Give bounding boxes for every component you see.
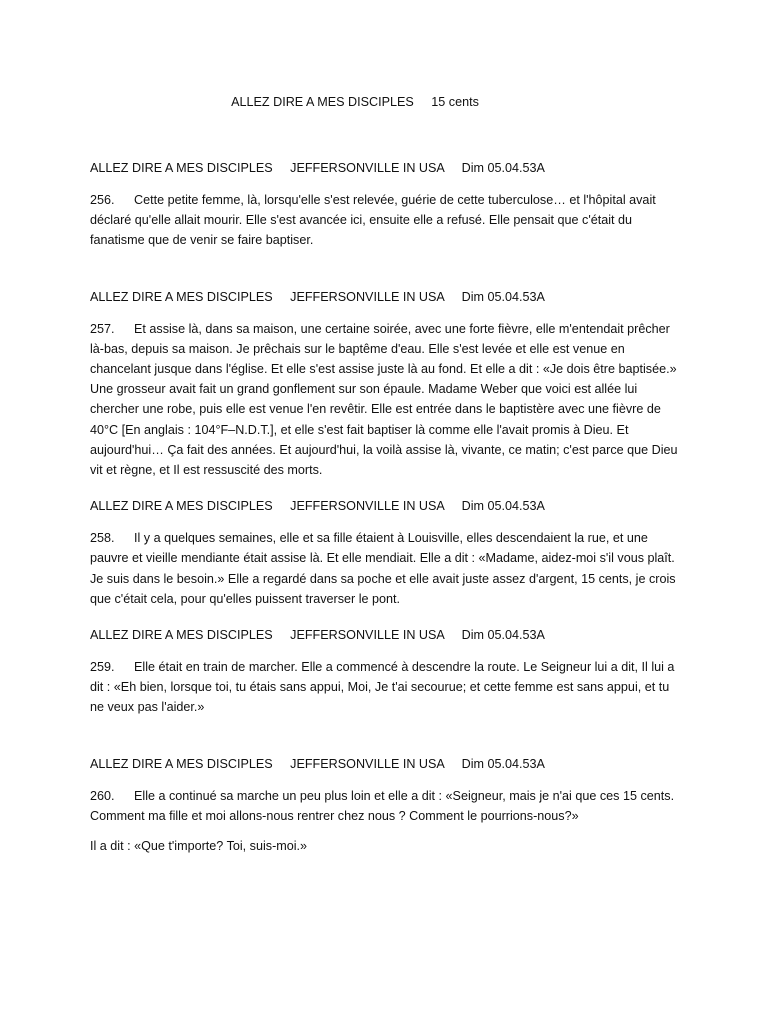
- paragraph-number: 257.: [90, 321, 115, 336]
- paragraph-text: Il y a quelques semaines, elle et sa fille étaient à Louisville, elles descendaient la rue, et une pauvre et vieille mendiante était assise là. Et elle mendiait. Elle a dit : «Madame, aidez-moi s'il vous plaît. Je suis dans le besoin.» Elle a regardé dans sa poche et elle avait juste assez d'argent, 15 cents, je crois que c'était cela, pour qu'elles puissent traverser le pont.: [90, 531, 676, 606]
- document-title: ALLEZ DIRE A MES DISCIPLES 15 cents: [231, 95, 479, 109]
- section-259: [90, 627, 680, 718]
- document-body: [90, 160, 680, 856]
- paragraph-continuation: Il a dit : «Que t'importe? Toi, suis-moi.»: [90, 839, 308, 854]
- paragraph-number: 260.: [90, 788, 115, 803]
- section-header: ALLEZ DIRE A MES DISCIPLES JEFFERSONVILLE IN USA Dim 05.04.53A: [90, 756, 545, 771]
- section-header: ALLEZ DIRE A MES DISCIPLES JEFFERSONVILLE IN USA Dim 05.04.53A: [90, 161, 545, 175]
- paragraph: [90, 190, 680, 251]
- paragraph-text: Et assise là, dans sa maison, une certaine soirée, avec une forte fièvre, elle m'entendait prêcher là-bas, depuis sa maison. Je prêchais sur le baptême d'eau. Elle s'est levée et elle est venue en chancelant jusque dans l'église. Et elle s'est assise juste là au fond. Et elle a dit : «Je dois être baptisée.» Une grosseur avait fait un grand gonflement sur son épaule. Madame Weber que voici est allée lui chercher une robe, puis elle est venue l'en revêtir. Elle est entrée dans le baptistère avec une fièvre de 40°C [En anglais : 104°F–N.D.T.], et elle s'est fait baptiser là comme elle l'avait promis à Dieu. Et aujourd'hui… Ça fait des années. Et aujourd'hui, la voilà assise là, vivante, ce matin; c'est parce que Dieu vit et règne, et Il est ressuscité des morts.: [90, 321, 678, 478]
- section-260: [90, 756, 680, 857]
- section-257: [90, 289, 680, 481]
- paragraph-text: Cette petite femme, là, lorsqu'elle s'est relevée, guérie de cette tuberculose… et l'hôpital avait déclaré qu'elle allait mourir. Elle s'est avancée ici, ensuite elle a refusé. Elle pensait que c'était du fanatisme que de venir se faire baptiser.: [90, 193, 656, 248]
- paragraph: [90, 319, 680, 481]
- section-256: [90, 160, 680, 251]
- paragraph-text: Elle était en train de marcher. Elle a commencé à descendre la route. Le Seigneur lui a dit, Il lui a dit : «Eh bien, lorsque toi, tu étais sans appui, Moi, Je t'ai secourue; et cette femme est sans appui, et tu ne veux pas l'aider.»: [90, 660, 675, 715]
- paragraph-number: 259.: [90, 660, 115, 675]
- paragraph: [90, 528, 680, 609]
- section-header: ALLEZ DIRE A MES DISCIPLES JEFFERSONVILLE IN USA Dim 05.04.53A: [90, 499, 545, 514]
- paragraph: [90, 786, 680, 826]
- paragraph-text: Elle a continué sa marche un peu plus loin et elle a dit : «Seigneur, mais je n'ai que ces 15 cents. Comment ma fille et moi allons-nous rentrer chez nous ? Comment le pourrions-nous?»: [90, 788, 675, 823]
- paragraph-number: 256.: [90, 193, 115, 207]
- paragraph: [90, 657, 680, 718]
- section-header: ALLEZ DIRE A MES DISCIPLES JEFFERSONVILLE IN USA Dim 05.04.53A: [90, 289, 545, 304]
- paragraph-number: 258.: [90, 531, 115, 546]
- section-258: [90, 498, 680, 609]
- section-header: ALLEZ DIRE A MES DISCIPLES JEFFERSONVILLE IN USA Dim 05.04.53A: [90, 628, 545, 643]
